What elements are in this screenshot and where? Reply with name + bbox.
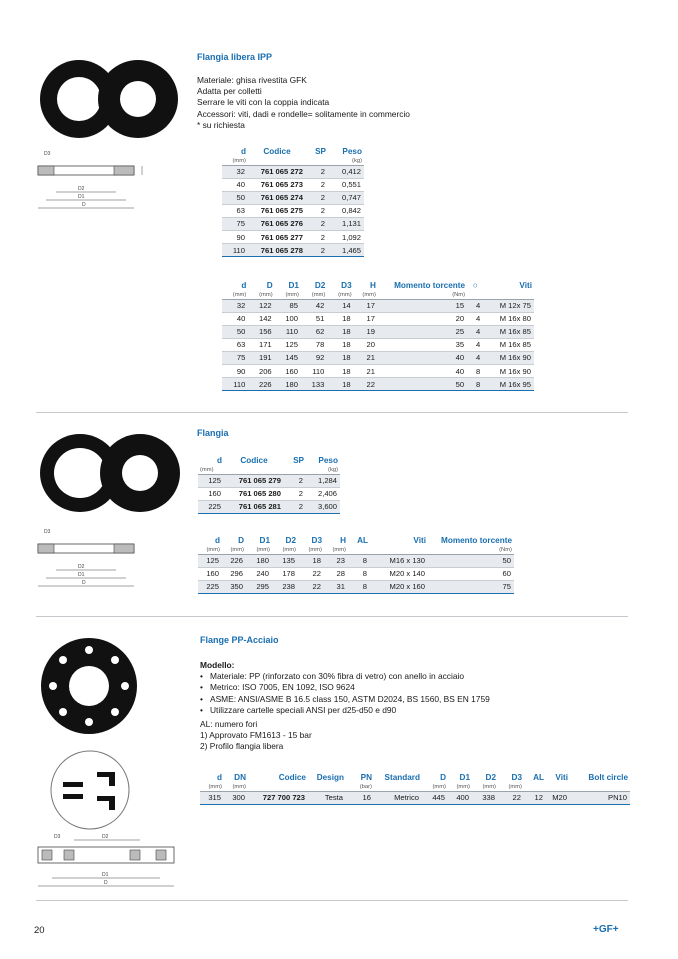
table-cell: 17 [354,312,378,325]
table-cell: 761 065 280 [224,487,284,500]
table-cell: 14 [327,299,353,312]
col-unit: (mm) [198,466,224,474]
table-cell: 22 [298,580,324,593]
table-cell: 40 [378,351,467,364]
table-cell: 18 [327,312,353,325]
col-unit: (mm) [324,546,348,554]
table-cell: 160 [198,487,224,500]
col-header: Standard [384,773,420,782]
col-header: Peso [342,147,362,156]
table-cell: 40 [378,364,467,377]
table-cell: 18 [327,338,353,351]
svg-text:D: D [82,580,86,586]
flange-drawing-1 [34,146,144,214]
col-unit: (mm) [246,546,272,554]
col-header: SP [315,147,326,156]
col-header: D1 [288,281,299,290]
table-cell: 50 [428,554,514,567]
col-unit: (kg) [306,466,340,474]
col-unit: (mm) [272,546,298,554]
table-row [222,325,534,338]
dimension-table-2 [198,535,514,594]
table-cell: 125 [198,554,222,567]
table-row [222,338,534,351]
col-header: DN [234,773,246,782]
col-header: D1 [259,536,270,545]
col-header: d [214,536,220,545]
table-cell: 35 [378,338,467,351]
col-header: AL [357,536,368,545]
section-title: Flangia [197,428,229,438]
order-table-2 [198,455,340,514]
table-cell: 40 [222,178,248,191]
table-cell: 15 [378,299,467,312]
desc-line: Accessori: viti, dadi e rondelle= solitamente in commercio [197,108,410,119]
col-header: d [240,147,246,156]
table-cell: 110 [222,378,248,391]
col-unit: (mm) [498,783,524,791]
table-cell: 40 [222,312,248,325]
table-cell: 2 [284,474,306,487]
table-cell: 8 [348,580,370,593]
svg-text:D1: D1 [78,194,85,200]
table-cell: 19 [354,325,378,338]
table-cell: PN10 [570,791,630,804]
table-cell: 2 [306,204,328,217]
table-cell: 50 [378,378,467,391]
table-row [198,554,514,567]
table-cell: 761 065 279 [224,474,284,487]
table-cell: 18 [327,364,353,377]
table-cell: 226 [248,378,274,391]
bullet-item: • ASME: ANSI/ASME B 16.5 class 150, ASTM D2024, BS 1560, BS EN 1759 [200,693,490,704]
table-cell: M 16x 80 [483,312,534,325]
section-title: Flangia libera IPP [197,52,273,62]
table-cell: 4 [467,299,483,312]
description [200,660,490,753]
table-cell: 4 [467,325,483,338]
col-unit: (mm) [354,291,378,299]
table-cell: 85 [275,299,301,312]
note: 1) Approvato FM1613 - 15 bar [200,730,312,741]
table-cell: 31 [324,580,348,593]
table-cell: M 16x 95 [483,378,534,391]
table-cell: 296 [222,567,246,580]
svg-text:D1: D1 [102,872,109,878]
col-header: D3 [311,536,322,545]
table-cell: M20 x 140 [370,567,428,580]
table-cell: 110 [301,364,327,377]
table-cell: 78 [301,338,327,351]
col-header: D2 [485,773,496,782]
table-row [222,178,364,191]
col-header: H [340,536,346,545]
col-unit: (Nm) [428,546,514,554]
col-unit: (mm) [222,291,248,299]
table-cell: 32 [222,165,248,178]
col-unit: (mm) [301,291,327,299]
table-cell: Testa [308,791,346,804]
svg-text:D2: D2 [78,564,85,570]
table-cell: 225 [198,500,224,513]
flange-photo-1b [98,60,178,138]
table-row [222,244,364,257]
svg-text:D3: D3 [44,529,51,535]
col-unit: (bar) [346,783,374,791]
col-header: SP [293,456,304,465]
col-header: Codice [240,456,268,465]
table-cell: 0,842 [328,204,364,217]
bullet-text: Metrico: ISO 7005, EN 1092, ISO 9624 [210,682,355,693]
table-cell: 2 [306,230,328,243]
table-cell: 2 [306,178,328,191]
table-cell: 2 [306,165,328,178]
table-cell: 110 [275,325,301,338]
order-table-1 [222,146,364,257]
section-title: Flange PP-Acciaio [200,635,279,645]
col-header: d [216,456,222,465]
table-cell: 240 [246,567,272,580]
table-cell: 12 [524,791,546,804]
flange-profile-icon [45,750,135,830]
table-cell: 238 [272,580,298,593]
table-cell: 62 [301,325,327,338]
col-header: Peso [318,456,338,465]
col-unit: (mm) [448,783,472,791]
divider [36,616,628,617]
table-cell: 51 [301,312,327,325]
table-cell: Metrico [374,791,422,804]
table-cell: 1,092 [328,230,364,243]
svg-text:D3: D3 [54,834,61,840]
col-header: D2 [314,281,326,290]
table-cell: 4 [467,312,483,325]
col-header: D [266,281,273,290]
flange-photo-3 [41,638,137,734]
svg-text:D: D [104,880,108,886]
table-cell: 727 700 723 [248,791,308,804]
desc-line: Adatta per colletti [197,86,262,97]
t1-body [222,165,364,257]
t3-body [198,474,340,513]
table-cell: 2,406 [306,487,340,500]
table-cell: 761 065 275 [248,204,306,217]
dimension-table-1 [222,280,534,391]
divider [36,412,628,413]
table-row [222,217,364,230]
col-header: D [238,536,244,545]
flange-photo-2b [100,434,180,512]
col-header: d [216,773,222,782]
table-cell: 300 [224,791,248,804]
table-cell: 2 [284,487,306,500]
desc-line: * su richiesta [197,119,245,130]
table-cell: 22 [354,378,378,391]
svg-text:D3: D3 [44,151,51,157]
model-label: Modello: [200,660,235,670]
table-cell: 90 [222,364,248,377]
table-row [222,191,364,204]
table-cell: M20 x 160 [370,580,428,593]
table-cell: 206 [248,364,274,377]
flange-drawing-3 [34,832,184,894]
table-cell: 225 [198,580,222,593]
table-cell: 16 [346,791,374,804]
table-cell: 2 [284,500,306,513]
table-cell: 8 [348,567,370,580]
col-header: Viti [555,773,568,782]
table-cell: 125 [198,474,224,487]
col-unit: (mm) [275,291,301,299]
svg-text:D2: D2 [78,186,85,192]
table-cell: 338 [472,791,498,804]
col-header: D2 [285,536,296,545]
table-cell: 350 [222,580,246,593]
bullet-text: Utilizzare cartelle speciali ANSI per d25-d50 e d90 [210,704,397,715]
table-cell: 22 [298,567,324,580]
table-cell: 0,412 [328,165,364,178]
table-cell: 315 [200,791,224,804]
description [197,75,410,131]
table-cell: 180 [275,378,301,391]
table-cell: 156 [248,325,274,338]
table-cell: 761 065 274 [248,191,306,204]
table-row [222,378,534,391]
col-header: d [241,281,247,290]
table-cell: 3,600 [306,500,340,513]
col-unit: (mm) [298,546,324,554]
table-cell: M 16x 85 [483,338,534,351]
table-cell: 50 [222,191,248,204]
table-cell: 60 [428,567,514,580]
col-unit: (mm) [327,291,353,299]
table-cell: 75 [222,217,248,230]
col-unit: (mm) [198,546,222,554]
hole-count-icon: ○ [472,281,478,290]
table-cell: 122 [248,299,274,312]
table-cell: 761 065 276 [248,217,306,230]
table-row [222,165,364,178]
col-header: Momento torcente [441,536,512,545]
table-cell: 8 [467,378,483,391]
col-unit: (mm) [224,783,248,791]
table-cell: 92 [301,351,327,364]
table-cell: 32 [222,299,248,312]
col-unit: (Nm) [378,291,467,299]
table-cell: 145 [275,351,301,364]
table-cell: 226 [222,554,246,567]
table-cell: 295 [246,580,272,593]
table-cell: 133 [301,378,327,391]
desc-line: Materiale: ghisa rivestita GFK [197,75,307,85]
col-header: Bolt circle [588,773,628,782]
bullet-text: Materiale: PP (rinforzato con 30% fibra di vetro) con anello in acciaio [210,671,465,682]
table-cell: 2 [306,191,328,204]
table-cell: 135 [272,554,298,567]
table-cell: 761 065 278 [248,244,306,257]
table-cell: 90 [222,230,248,243]
table-cell: 21 [354,351,378,364]
table-cell: 761 065 281 [224,500,284,513]
table-cell: 50 [222,325,248,338]
table-cell: 2 [306,217,328,230]
table-cell: 23 [324,554,348,567]
col-header: D [440,773,446,782]
svg-text:D: D [82,202,86,208]
t4-body [198,554,514,593]
gf-logo: +GF+ [593,924,619,935]
table-cell: 0,747 [328,191,364,204]
table-cell: 18 [298,554,324,567]
table-row [222,364,534,377]
col-header: Viti [413,536,426,545]
table-cell: 171 [248,338,274,351]
svg-text:D2: D2 [102,834,109,840]
table-cell: M 12x 75 [483,299,534,312]
table-row [222,312,534,325]
table-cell: 1,284 [306,474,340,487]
col-header: Codice [278,773,306,782]
table-row [198,474,340,487]
product-table-3 [200,772,630,805]
table-cell: 180 [246,554,272,567]
col-header: H [370,281,376,290]
table-cell: 761 065 272 [248,165,306,178]
table-cell: 21 [354,364,378,377]
col-unit: (mm) [200,783,224,791]
table-cell: M 16x 90 [483,364,534,377]
svg-text:D1: D1 [78,572,85,578]
table-cell: 1,465 [328,244,364,257]
col-unit: (kg) [328,157,364,165]
table-cell: M16 x 130 [370,554,428,567]
table-cell: 4 [467,351,483,364]
bullet-item: • Utilizzare cartelle speciali ANSI per d25-d50 e d90 [200,704,397,715]
table-cell: 2 [306,244,328,257]
table-cell: 1,131 [328,217,364,230]
bullet-item: • Metrico: ISO 7005, EN 1092, ISO 9624 [200,682,355,693]
table-cell: 4 [467,338,483,351]
table-cell: 18 [327,351,353,364]
col-header: Codice [263,147,291,156]
col-header: Design [316,773,344,782]
table-cell: 18 [327,325,353,338]
table-cell: 110 [222,244,248,257]
table-cell: 178 [272,567,298,580]
bullet-item: • Materiale: PP (rinforzato con 30% fibra di vetro) con anello in acciaio [200,671,465,682]
table-row [198,500,340,513]
col-unit: (mm) [222,546,246,554]
table-cell: 63 [222,338,248,351]
table-cell: 761 065 277 [248,230,306,243]
table-cell: 142 [248,312,274,325]
t5-body [200,791,630,804]
table-cell: M 16x 85 [483,325,534,338]
table-row [222,351,534,364]
table-cell: 17 [354,299,378,312]
col-unit: (mm) [472,783,498,791]
col-unit: (mm) [222,157,248,165]
table-cell: 0,551 [328,178,364,191]
table-cell: 8 [348,554,370,567]
col-unit: (mm) [422,783,448,791]
table-cell: M 16x 90 [483,351,534,364]
t2-body [222,299,534,391]
desc-line: Serrare le viti con la coppia indicata [197,97,330,108]
table-cell: 25 [378,325,467,338]
table-cell: 75 [428,580,514,593]
table-cell: 160 [275,364,301,377]
table-row [222,230,364,243]
col-header: PN [360,773,372,782]
col-header: D3 [511,773,522,782]
bullet-text: ASME: ANSI/ASME B 16.5 class 150, ASTM D2024, BS 1560, BS EN 1759 [210,693,490,704]
table-row [198,567,514,580]
table-cell: 160 [198,567,222,580]
table-cell: 8 [467,364,483,377]
flange-drawing-2 [34,524,144,592]
table-cell: 125 [275,338,301,351]
table-cell: 191 [248,351,274,364]
table-row [198,487,340,500]
table-cell: M20 [546,791,570,804]
table-cell: 100 [275,312,301,325]
table-cell: 75 [222,351,248,364]
table-cell: 28 [324,567,348,580]
table-cell: 18 [327,378,353,391]
table-cell: 20 [378,312,467,325]
col-header: D1 [459,773,470,782]
divider [36,900,628,901]
col-header: AL [533,773,544,782]
table-cell: 445 [422,791,448,804]
table-row [222,204,364,217]
table-cell: 22 [498,791,524,804]
table-cell: 761 065 273 [248,178,306,191]
table-row [198,580,514,593]
table-row [222,299,534,312]
table-cell: 400 [448,791,472,804]
table-cell: 20 [354,338,378,351]
col-header: Momento torcente [394,281,466,290]
table-cell: 42 [301,299,327,312]
col-unit: (mm) [248,291,274,299]
page-number: 20 [34,925,45,936]
note: 2) Profilo flangia libera [200,741,284,752]
col-header: Viti [519,281,532,290]
table-cell: 63 [222,204,248,217]
note: AL: numero fori [200,719,258,730]
col-header: D3 [341,281,352,290]
table-row [200,791,630,804]
